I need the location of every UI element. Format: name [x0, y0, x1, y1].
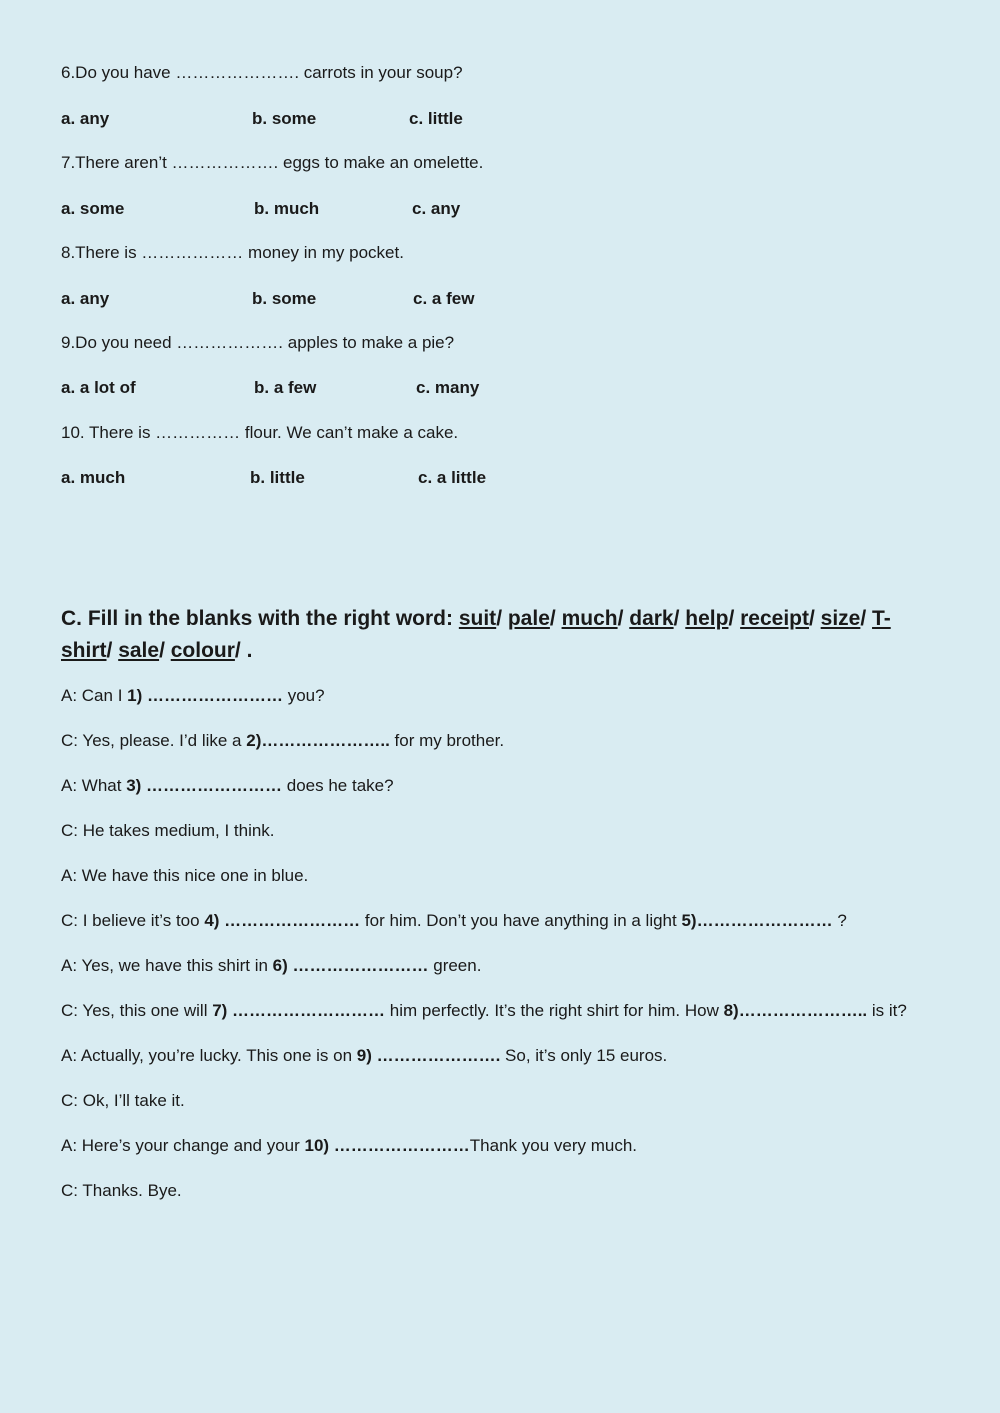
word-colour: colour [170, 639, 235, 662]
dialogue-line-1: A: Can I 1) …………………… you? [61, 686, 325, 705]
dialogue-line-4: C: He takes medium, I think. [61, 821, 275, 840]
blank-2: 2)………………….. [246, 731, 390, 750]
section-c-instruction: C. Fill in the blanks with the right word: [61, 607, 459, 630]
dialogue-line-6: C: I believe it’s too 4) …………………… for him. Don’t you have anything in a light 5)…………………… ? [61, 911, 847, 930]
word-separator: / [106, 639, 119, 662]
word-separator: / [234, 639, 247, 662]
section-c-heading [61, 603, 921, 667]
blank-4: 4) …………………… [204, 911, 361, 930]
option-c: c. a little [418, 468, 487, 487]
word-separator: / [159, 639, 171, 662]
blank-7: 7) ……………………… [212, 1001, 386, 1020]
word-dark: dark [629, 607, 674, 630]
word-separator: / [617, 607, 630, 630]
question-6: 6.Do you have …………………. carrots in your soup? [61, 63, 463, 82]
option-a: a. any [61, 109, 110, 128]
option-b: b. little [250, 468, 305, 487]
word-separator: / [673, 607, 686, 630]
word-suit: suit [458, 607, 497, 630]
question-7: 7.There aren’t ………………. eggs to make an omelette. [61, 153, 484, 172]
word-t-shirt: T-shirt [61, 607, 891, 662]
dialogue-line-2: C: Yes, please. I’d like a 2)………………….. for my brother. [61, 731, 505, 750]
dialogue-line-8: C: Yes, this one will 7) ……………………… him perfectly. It’s the right shirt for him. How 8)………………….. is it? [61, 1001, 907, 1020]
option-a: a. some [61, 199, 125, 218]
word-separator: / [860, 607, 873, 630]
dialogue-line-10: C: Ok, I’ll take it. [61, 1091, 185, 1110]
blank-9: 9) …………………. [356, 1046, 501, 1065]
word-separator: / [809, 607, 821, 630]
option-a: a. much [61, 468, 126, 487]
option-b: b. a few [254, 378, 317, 397]
dialogue-line-7: A: Yes, we have this shirt in 6) …………………… green. [61, 956, 482, 975]
question-8: 8.There is ……………… money in my pocket. [61, 243, 404, 262]
option-b: b. much [254, 199, 320, 218]
word-sale: sale [118, 639, 160, 662]
word-separator: / [728, 607, 741, 630]
word-much: much [561, 607, 618, 630]
blank-8: 8)………………….. [723, 1001, 868, 1020]
option-c: c. any [412, 199, 461, 218]
dialogue-line-12: C: Thanks. Bye. [61, 1181, 182, 1200]
heading-end: . [246, 639, 253, 662]
word-help: help [685, 607, 729, 630]
dialogue-line-11: A: Here’s your change and your 10) ……………………Thank you very much. [61, 1136, 638, 1155]
option-a: a. a lot of [61, 378, 136, 397]
option-c: c. little [409, 109, 463, 128]
blank-6: 6) …………………… [272, 956, 429, 975]
word-receipt: receipt [740, 607, 809, 630]
dialogue-line-9: A: Actually, you’re lucky. This one is on 9) …………………. So, it’s only 15 euros. [61, 1046, 668, 1065]
blank-3: 3) …………………… [126, 776, 283, 795]
dialogue-line-5: A: We have this nice one in blue. [61, 866, 309, 885]
blank-10: 10) …………………… [304, 1136, 470, 1155]
option-b: b. some [252, 109, 317, 128]
option-c: c. many [416, 378, 480, 397]
word-size: size [820, 607, 861, 630]
blank-1: 1) …………………… [127, 686, 283, 705]
blank-5: 5)…………………… [681, 911, 833, 930]
word-pale: pale [507, 607, 550, 630]
option-b: b. some [252, 289, 317, 308]
option-a: a. any [61, 289, 110, 308]
option-c: c. a few [413, 289, 475, 308]
word-separator: / [549, 607, 562, 630]
dialogue-line-3: A: What 3) …………………… does he take? [61, 776, 394, 795]
word-separator: / [496, 607, 508, 630]
question-10: 10. There is …………… flour. We can’t make a cake. [61, 423, 459, 442]
question-9: 9.Do you need ………………. apples to make a pie? [61, 333, 455, 352]
